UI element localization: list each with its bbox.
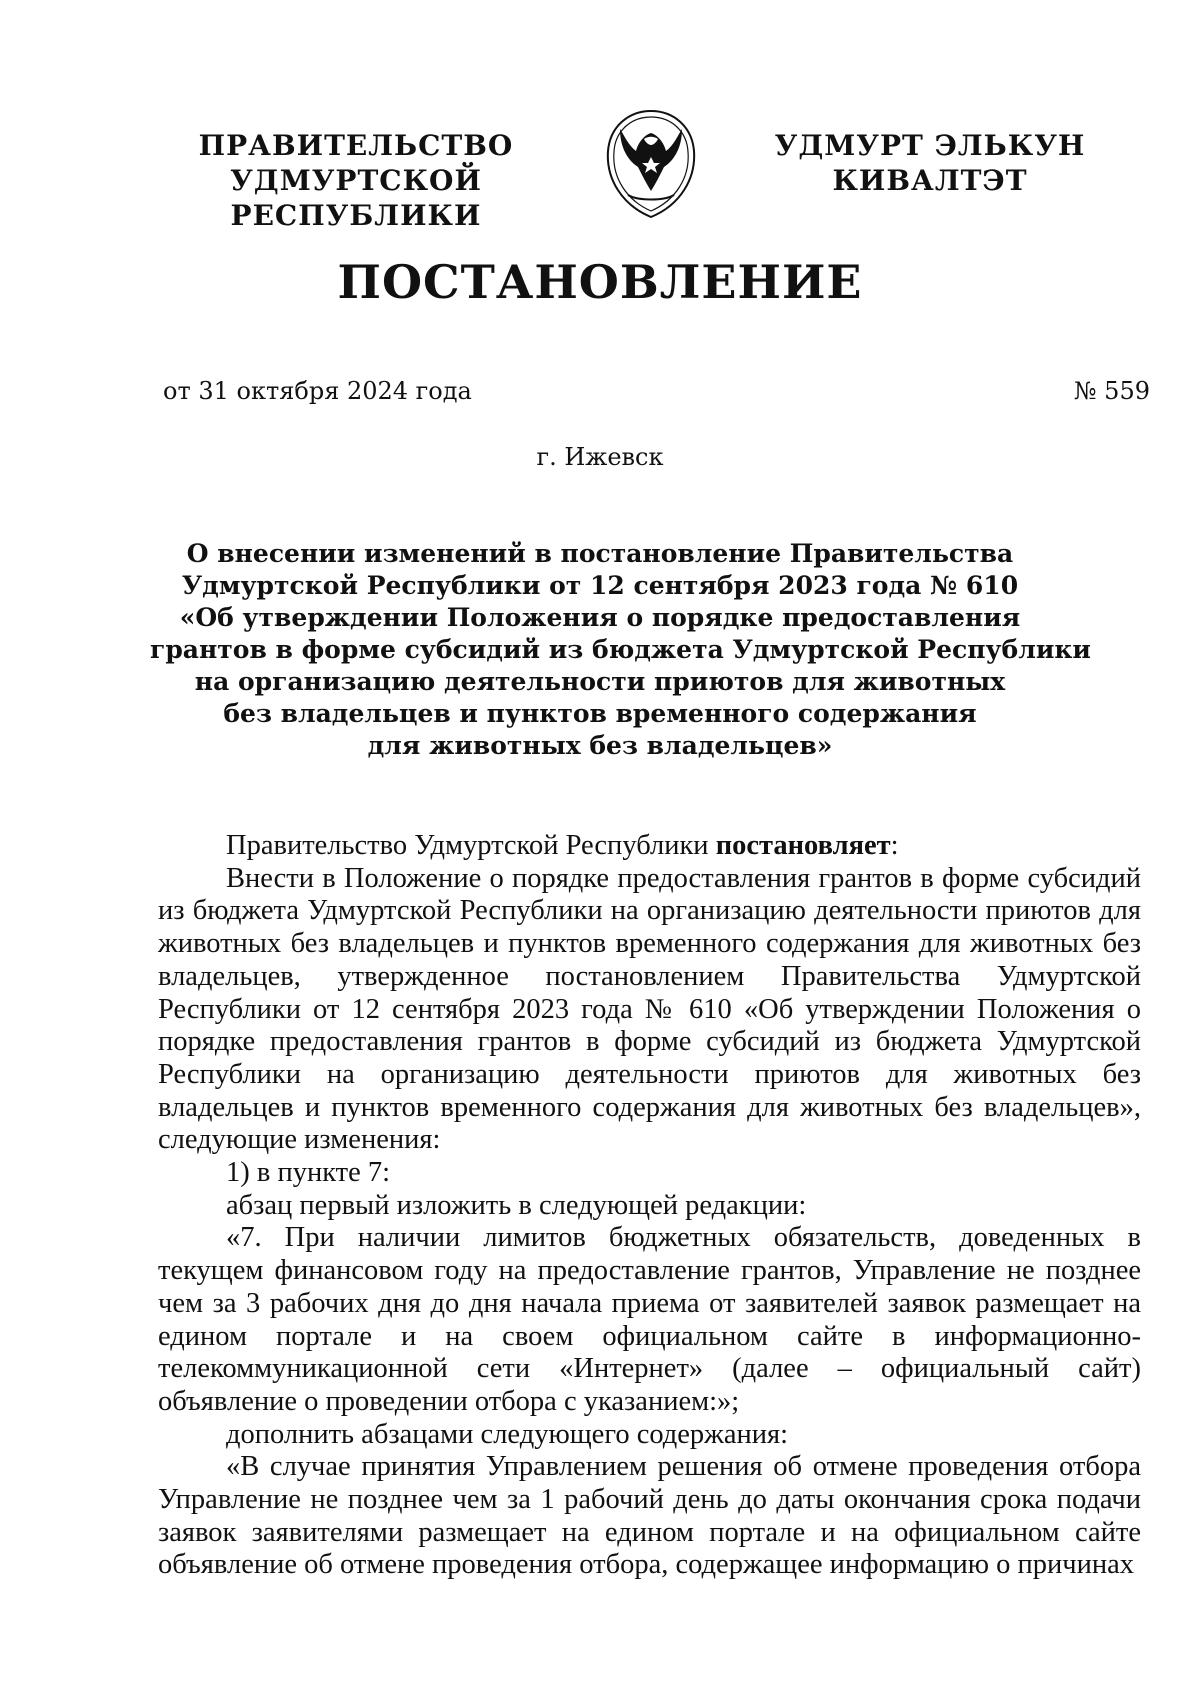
subject-line: «Об утверждении Положения о порядке предоставления — [179, 603, 1021, 632]
body-paragraph-2: 1) в пункте 7: — [226, 1157, 391, 1189]
subject-line: Удмуртской Республики от 12 сентября 2023 года № 610 — [181, 571, 1019, 600]
intro-paragraph — [158, 830, 1141, 863]
body-paragraph-6: «В случае принятия Управлением решения об отмене проведения отбора Управление не позднее чем за 1 рабочий день до даты окончания срока подачи заявок заявителями размещает на едином портале и на официальном сайте объявление об отмене проведения отбора, содержащее информацию о причинах — [158, 1451, 1141, 1581]
header-left-line1: ПРАВИТЕЛЬСТВО — [198, 129, 514, 162]
document-body — [158, 830, 1141, 1582]
body-paragraph-4: «7. При наличии лимитов бюджетных обязательств, доведенных в текущем финансовом году на предоставление грантов, Управление не позднее чем за 3 рабочих дня до дня начала приема от заявителей заявок размещает на едином портале и на своем официальном сайте в информационно-телекоммуникационной сети «Интернет» (далее – официальный сайт) объявление о проведении отбора с указанием:»; — [158, 1222, 1141, 1417]
header-right-block — [770, 128, 1090, 198]
subject-line: грантов в форме субсидий из бюджета Удмуртской Республики — [150, 635, 1091, 664]
body-paragraph-3: абзац первый изложить в следующей редакции: — [226, 1189, 807, 1221]
coat-of-arms-emblem-icon — [598, 105, 704, 221]
body-paragraph-1: Внести в Положение о порядке предоставления грантов в форме субсидий из бюджета Удмуртской Республики на организацию деятельности приютов для животных без владельцев и пунктов временного содержания для животных без владельцев, утвержденное постановлением Правительства Удмуртской Республики от 12 сентября 2023 года № 610 «Об утверждении Положения о порядке предоставления грантов в форме субсидий из бюджета Удмуртской Республики на организацию деятельности приютов для животных без владельцев и пунктов временного содержания для животных без владельцев», следующие изменения: — [158, 862, 1141, 1156]
body-paragraph-5: дополнить абзацами следующего содержания: — [226, 1418, 789, 1450]
document-number: № 559 — [1073, 377, 1150, 405]
subject-line: для животных без владельцев» — [367, 731, 833, 760]
intro-text: Правительство Удмуртской Республики — [226, 830, 716, 861]
subject-line: без владельцев и пунктов временного содержания — [223, 699, 977, 728]
document-city: г. Ижевск — [536, 443, 664, 471]
subject-line: на организацию деятельности приютов для животных — [194, 667, 1006, 696]
document-subject — [150, 538, 1091, 762]
header-right-line2: КИВАЛТЭТ — [832, 164, 1028, 197]
document-date: от 31 октября 2024 года — [163, 377, 472, 405]
document-title: ПОСТАНОВЛЕНИЕ — [337, 255, 863, 309]
subject-line: О внесении изменений в постановление Правительства — [186, 539, 1014, 568]
header-left-block — [136, 128, 576, 233]
intro-bold-verb: постановляет — [715, 830, 891, 861]
intro-colon: : — [890, 830, 899, 861]
header-left-line2: УДМУРТСКОЙ РЕСПУБЛИКИ — [230, 164, 482, 232]
header-right-line1: УДМУРТ ЭЛЬКУН — [774, 129, 1086, 162]
